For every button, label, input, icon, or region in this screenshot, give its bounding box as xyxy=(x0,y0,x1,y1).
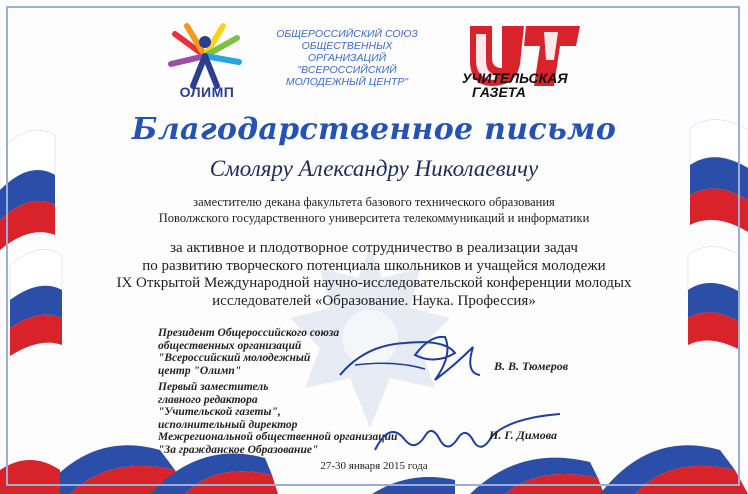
newspaper-name-line: ГАЗЕТА xyxy=(472,84,526,100)
signatory-role-line: главного редактора xyxy=(158,393,258,406)
union-name-line: МОЛОДЕЖНЫЙ ЦЕНТР" xyxy=(285,76,409,88)
signatory-role-line: Президент Общероссийского союза xyxy=(158,327,340,339)
position-line: заместителю декана факультета базового технического образования xyxy=(193,195,555,209)
signatory-role-line: Межрегиональной общественной организации xyxy=(158,431,398,443)
signatory-role-line: "Учительской газеты", xyxy=(158,406,281,418)
recipient-position xyxy=(0,194,748,226)
gratitude-line: IX Открытой Международной научно-исследовательской конференции молодых xyxy=(116,275,632,291)
signatory-name-1: В. В. Тюмеров xyxy=(494,359,569,373)
signatory-role-line: Первый заместитель xyxy=(158,381,269,393)
gratitude-text xyxy=(0,240,748,310)
signatory-name-2: И. Г. Димова xyxy=(489,428,558,442)
signatory-role-2 xyxy=(158,381,397,456)
recipient-name: Смоляру Александру Николаевичу xyxy=(209,156,539,181)
signatory-role-line: центр "Олимп" xyxy=(158,364,242,377)
signatory-role-line: "Всероссийский молодежный xyxy=(158,352,311,364)
event-date: 27-30 января 2015 года xyxy=(320,460,428,472)
gratitude-line: исследователей «Образование. Наука. Профессия» xyxy=(212,292,536,309)
signatory-role-line: "За гражданское Образование" xyxy=(158,443,319,456)
union-name-line: ОБЩЕРОССИЙСКИЙ СОЮЗ xyxy=(276,28,418,40)
newspaper-name-line: УЧИТЕЛЬСКАЯ xyxy=(462,70,568,86)
olimp-logo-label: ОЛИМП xyxy=(179,84,235,100)
union-name-line: "ВСЕРОССИЙСКИЙ xyxy=(297,64,397,76)
signatory-role-line: общественных организаций xyxy=(158,339,302,352)
union-name-block xyxy=(262,28,432,88)
position-line: Поволжского государственного университета телекоммуникаций и информатики xyxy=(158,211,590,225)
union-name-line: ОРГАНИЗАЦИЙ xyxy=(307,52,387,64)
signatory-role-1 xyxy=(158,327,339,377)
gratitude-line: по развитию творческого потенциала школьников и учащейся молодежи xyxy=(142,257,606,274)
signatory-role-line: исполнительный директор xyxy=(158,418,298,431)
union-name-line: ОБЩЕСТВЕННЫХ xyxy=(301,40,393,52)
certificate-title: Благодарственное письмо xyxy=(131,112,617,147)
gratitude-line: за активное и плодотворное сотрудничество в реализации задач xyxy=(170,240,578,256)
